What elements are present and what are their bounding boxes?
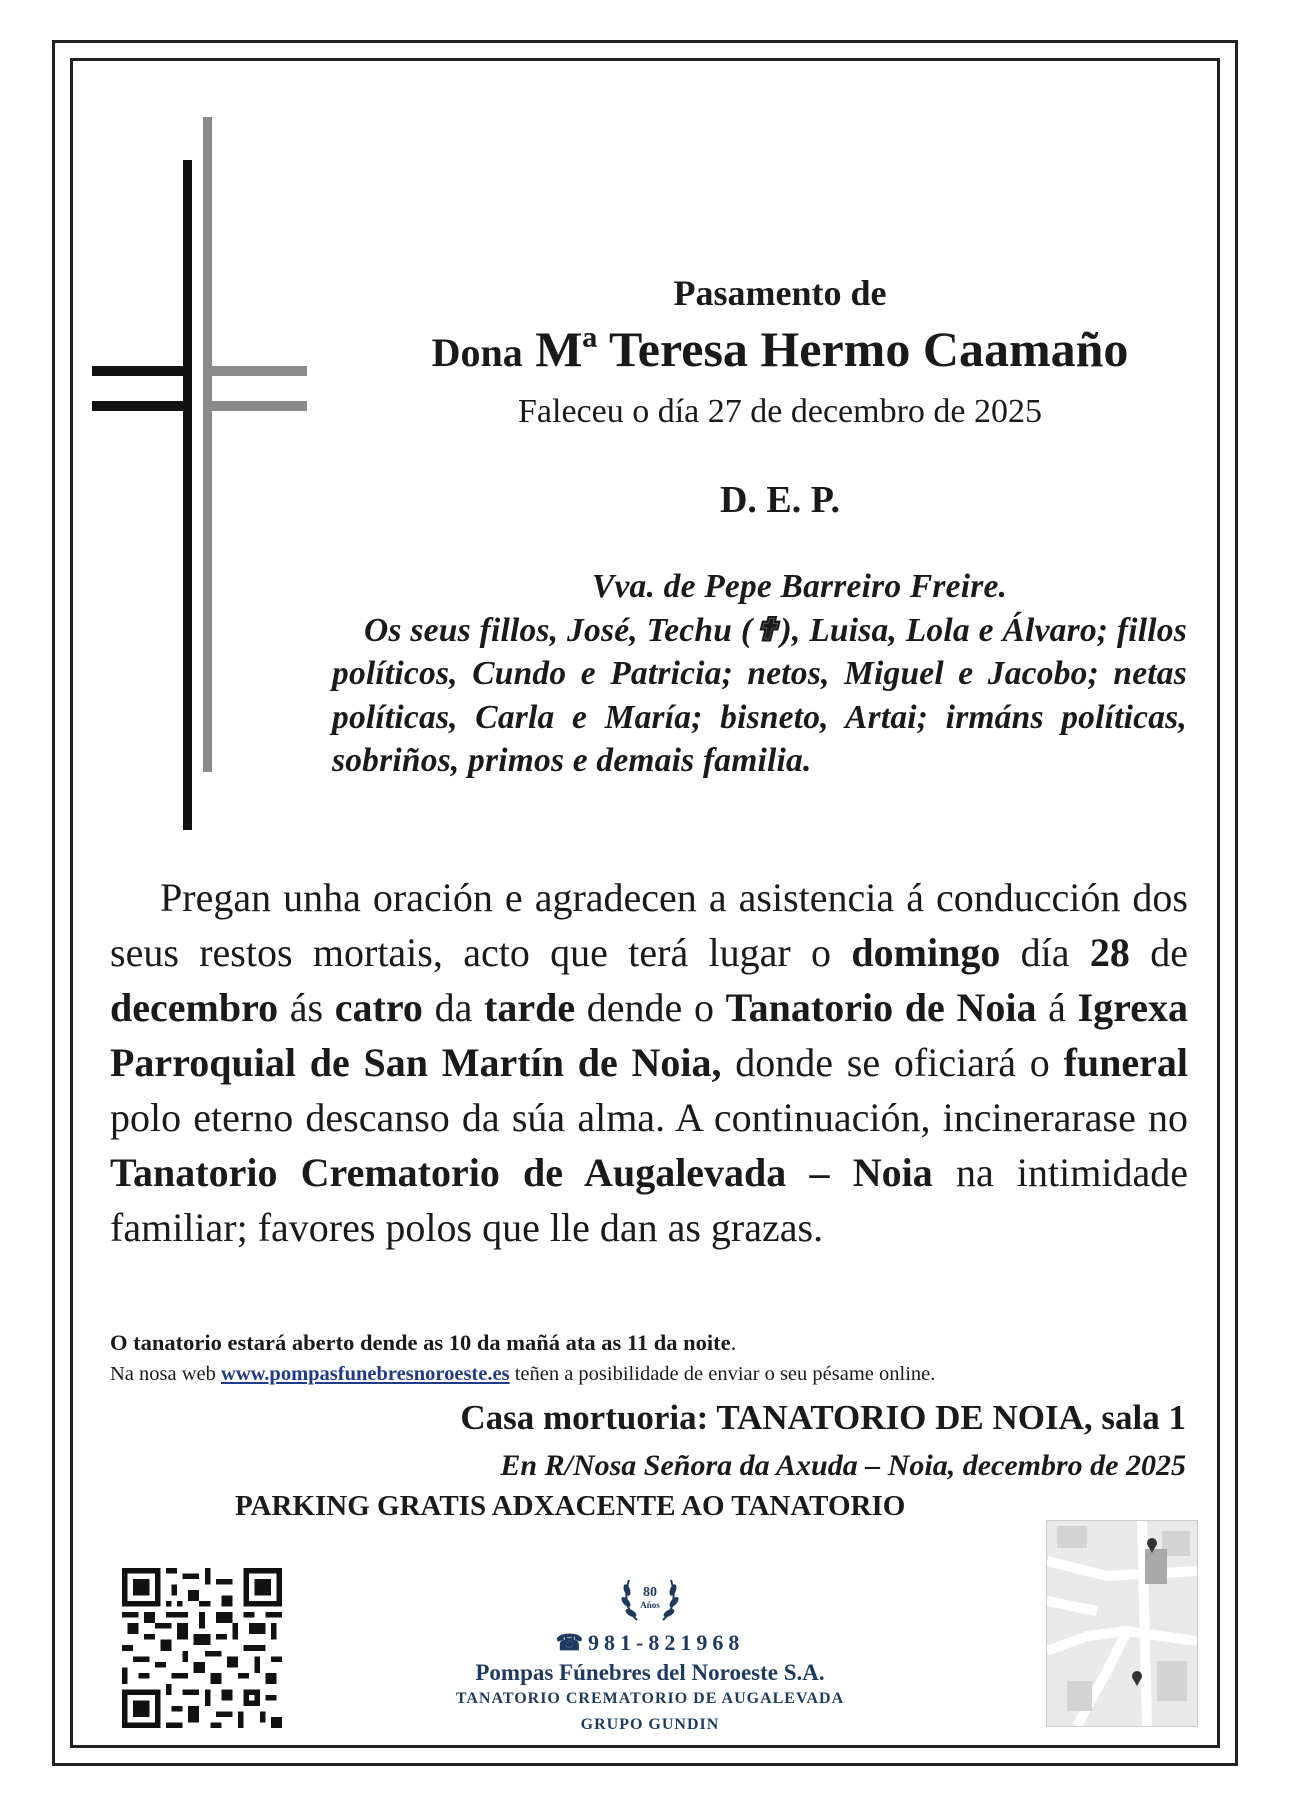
widow-line: Vva. de Pepe Barreiro Freire. — [591, 568, 1008, 605]
casa-mortuoria: Casa mortuoria: TANATORIO DE NOIA, sala 1 — [460, 1398, 1186, 1437]
group-name: GRUPO GUNDIN — [580, 1716, 720, 1733]
name-prefix: Dona — [431, 330, 523, 375]
phone-icon: ☎ — [555, 1630, 589, 1655]
address-line: En R/Nosa Señora da Axuda – Noia, decembro de 2025 — [500, 1449, 1186, 1482]
small-cross-icon: ✟ — [752, 611, 781, 649]
web-line: Na nosa web www.pompasfunebresnoroeste.es teñen a posibilidade de enviar o seu pésame online. — [110, 1363, 936, 1385]
logo-word: Años — [640, 1600, 660, 1610]
website-link[interactable]: www.pompasfunebresnoroeste.es — [221, 1363, 510, 1385]
logo-number: 80 — [643, 1585, 657, 1600]
anniversary-logo — [390, 1560, 910, 1630]
notice-heading: Pasamento de — [673, 273, 887, 313]
ceremony-paragraph: Pregan unha oración e agradecen a asistencia á conducción dos seus restos mortais, acto que terá lugar o domingo día 28 de decembro ás catro da tarde dende o Tanatorio de Noia á Igrexa Parroquial de San Martín de Noia, donde se oficiará o funeral polo eterno descanso da súa alma. A continuación, incinerarase no Tanatorio Crematorio de Augalevada – Noia na intimidade familiar; favores polos que lle dan as grazas. — [110, 875, 1188, 1250]
family-list: Os seus fillos, José, Techu (✟), Luisa, Lola e Álvaro; fillos políticos, Cundo e Patricia; netos, Miguel e Jacobo; netas políticas, Carla e María; bisneto, Artai; irmáns políticas, sobriños, primos e demais familia. — [332, 611, 1187, 779]
company-name: Pompas Fúnebres del Noroeste S.A. — [475, 1660, 825, 1685]
name-text: Mª Teresa Hermo Caamaño — [535, 321, 1129, 377]
qr-code-icon[interactable] — [122, 1568, 282, 1728]
tanatorio-hours: O tanatorio estará aberto dende as 10 da mañá ata as 11 da noite. — [110, 1330, 737, 1355]
location-map[interactable] — [1046, 1520, 1198, 1727]
parking-notice: PARKING GRATIS ADXACENTE AO TANATORIO — [235, 1490, 906, 1522]
phone-number[interactable]: ☎981-821968 — [555, 1630, 745, 1655]
crematorio-name: TANATORIO CREMATORIO DE AUGALEVADA — [455, 1690, 845, 1707]
dep-text: D. E. P. — [719, 479, 840, 521]
deceased-name — [330, 320, 1230, 378]
death-date: Faleceu o día 27 de decembro de 2025 — [518, 393, 1042, 430]
family-paragraph — [332, 565, 1187, 783]
